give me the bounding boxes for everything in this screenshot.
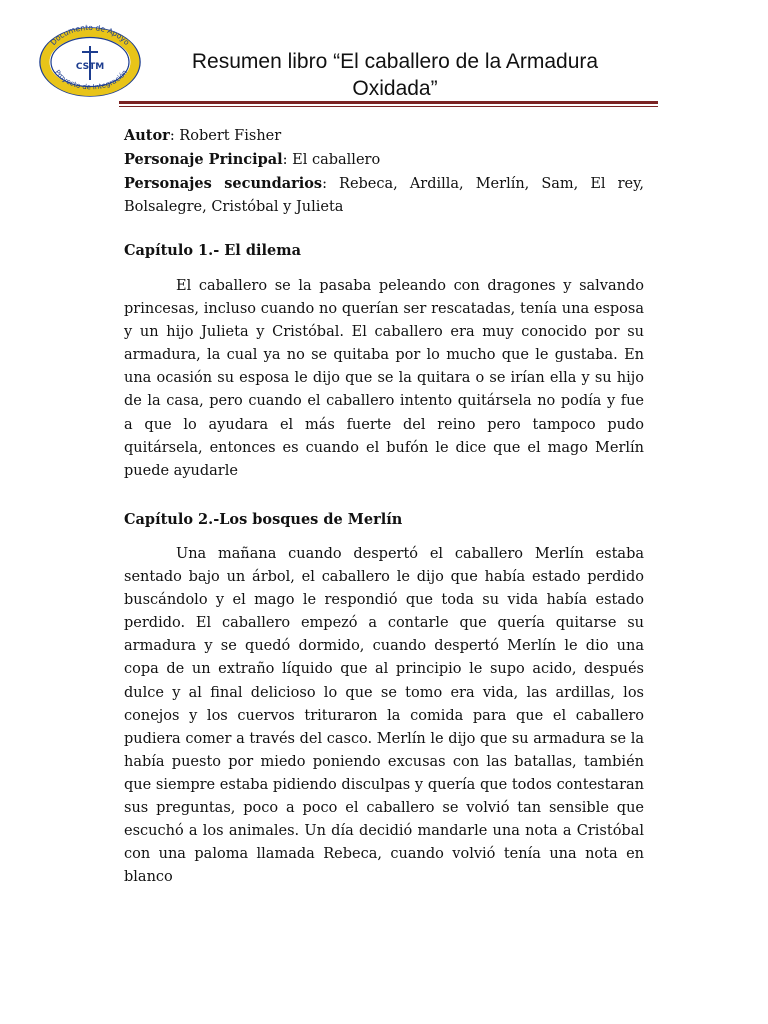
logo-emblem — [34, 20, 146, 98]
chapter-2-text: Una mañana cuando despertó el caballero Merlín estaba sentado bajo un árbol, el caballero le dijo que había estado perdido buscándolo y el mago le respondió que toda su vida había estado perdido. El caballero empezó a contarle que quería quitarse su armadura y se quedó dormido, cuando despertó Merlín le dio una copa de un extraño líquido que al principio le supo acido, después dulce y al final delicioso lo que se tomo era vida, las ardillas, los conejos y los cuervos trituraron la comida para que el caballero pudiera comer a través del casco. Merlín le dijo que su armadura se la había puesto por miedo poniendo excusas con las batallas, también que siempre estaba pidiendo disculpas y quería que todos contestaran sus preguntas, poco a poco el caballero se volvió tan sensible que escuchó a los animales. Un día decidió mandarle una nota a Cristóbal con una paloma llamada Rebeca, cuando volvió tenía una nota en blanco — [124, 546, 644, 886]
secondary-characters-line — [124, 172, 644, 219]
secondary-characters-label: Personajes secundarios — [124, 175, 323, 192]
author-label: Autor — [124, 127, 170, 144]
main-character-value: : El caballero — [282, 152, 381, 168]
logo-center-text: CSTM — [75, 62, 105, 72]
document-title: Resumen libro “El caballero de la Armadura Oxidada” — [191, 50, 599, 100]
book-metadata — [124, 124, 644, 219]
chapter-1-text: El caballero se la pasaba peleando con dragones y salvando princesas, incluso cuando no querían ser rescatadas, tenía una esposa y un hijo Julieta y Cristóbal. El caballero era muy conocido por su armadura, la cual ya no se quitaba por lo mucho que le gustaba. En una ocasión su esposa le dijo que se la quitara o se irían ella y su hijo de la casa, pero cuando el caballero intento quitársela no podía y fue a que lo ayudara el más fuerte del reino pero tampoco pudo quitársela, entonces es cuando el bufón le dice que el mago Merlín puede ayudarle — [124, 278, 644, 479]
logo-bottom-text: Proyecto de Integración — [53, 68, 129, 92]
logo-top-text: Documento de Apoyo — [48, 22, 132, 47]
header-rule-thin — [119, 106, 658, 107]
secondary-characters-value: : Rebeca, Ardilla, Merlín, Sam, El rey, Bolsalegre, Cristóbal y Julieta — [124, 176, 644, 215]
chapter-1-title: Capítulo 1.- El dilema — [124, 242, 301, 259]
header-rule — [119, 101, 658, 104]
author-line — [124, 124, 644, 148]
chapter-2-title: Capítulo 2.-Los bosques de Merlín — [124, 511, 403, 528]
author-value: : Robert Fisher — [169, 128, 282, 144]
main-character-line — [124, 148, 644, 172]
logo — [34, 20, 146, 98]
main-character-label: Personaje Principal — [124, 151, 283, 168]
